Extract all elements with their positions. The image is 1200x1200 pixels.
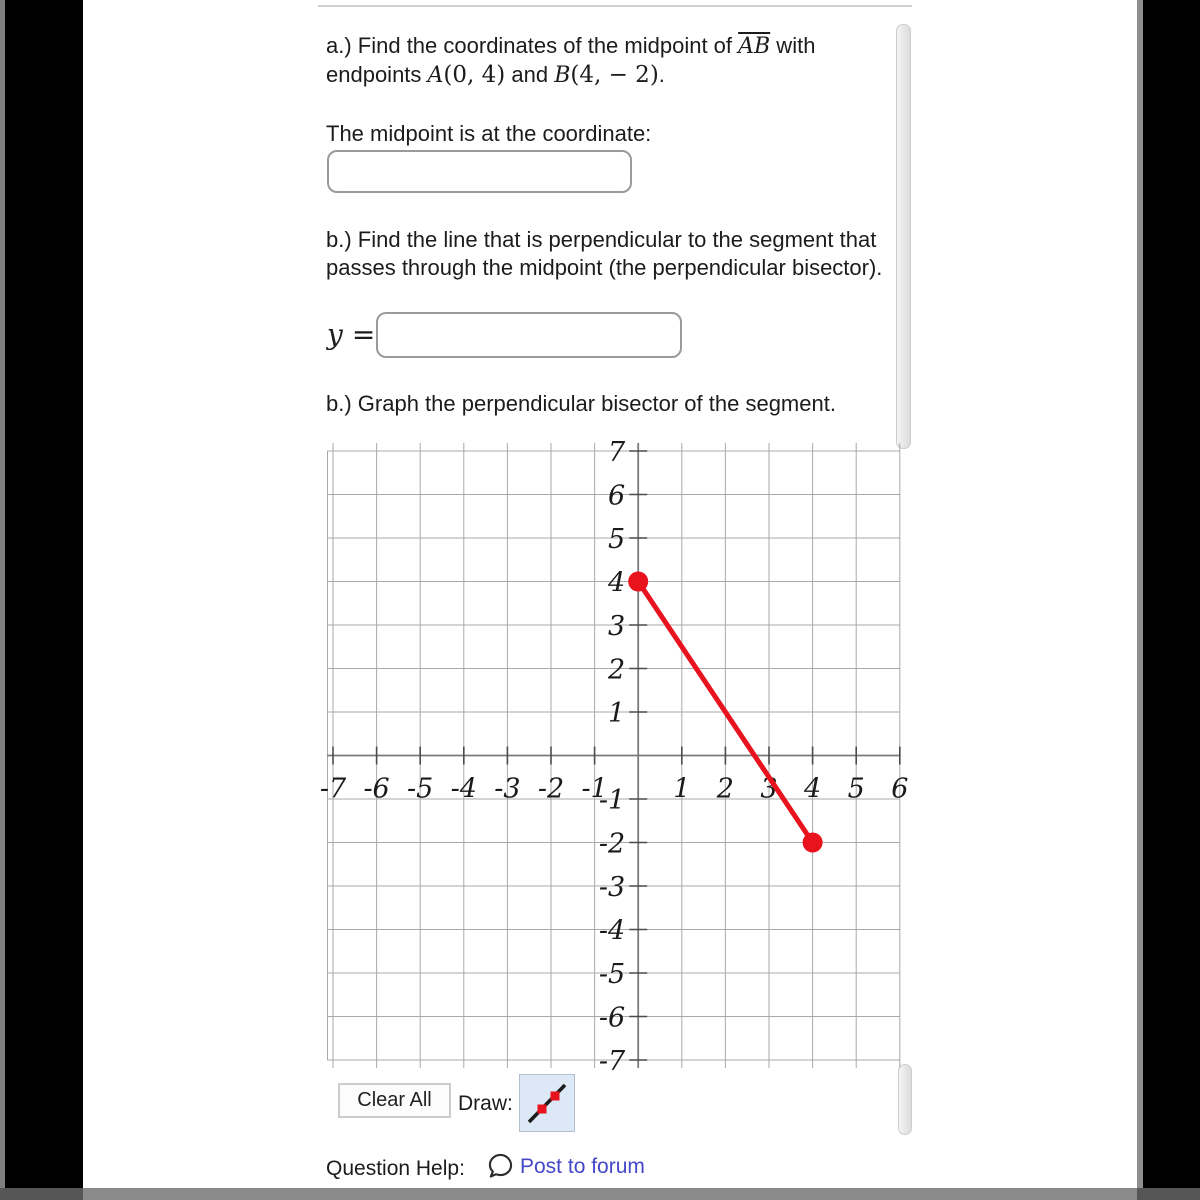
point-a-coords: (0, 4) [443,62,506,88]
x-tick-label: 5 [847,773,865,805]
y-tick-label: -4 [598,915,626,947]
line-tool-icon [520,1075,574,1131]
midpoint-answer-input[interactable] [327,150,632,193]
y-tick-label: 5 [608,524,626,555]
part-b-line1: b.) Find the line that is perpendicular to the segment that [326,227,877,252]
sentence-period: . [658,62,665,87]
part-a-line2-pre: endpoints [326,62,428,87]
pillarbox-right [1143,0,1200,1188]
post-to-forum-link[interactable]: Post to forum [520,1155,645,1178]
segment-endpoint[interactable] [628,572,648,592]
y-tick-label: -2 [598,828,626,860]
y-tick-label: -7 [598,1046,626,1077]
y-tick-label: -5 [598,959,626,990]
x-tick-label: -6 [363,773,390,805]
y-tick-label: 3 [608,611,626,642]
x-tick-label: 2 [716,773,734,805]
and-text: and [505,62,555,87]
y-tick-label: 7 [608,437,626,468]
question-part-a [326,32,815,90]
y-equals-label [327,318,375,351]
bottom-system-bar-right [1137,1188,1200,1200]
draw-label: Draw: [458,1092,513,1115]
point-b-var: B [554,63,571,88]
part-a-line2 [326,61,815,90]
y-tick-label: -6 [598,1002,626,1034]
y-tick-label: 1 [608,698,626,729]
x-tick-label: -5 [407,773,434,805]
point-a-var: A [427,63,444,88]
y-tick-label: 6 [608,480,626,512]
x-tick-label: 6 [891,773,909,805]
y-tick-label: 2 [608,654,626,686]
x-tick-label: -1 [581,773,608,805]
y-tick-label: -1 [598,785,626,816]
y-equation-input[interactable] [376,312,682,358]
equals-sign: = [351,318,376,351]
segment-endpoint[interactable] [803,833,823,853]
draw-line-tool-button[interactable] [519,1074,575,1132]
panel-scrollbar-upper[interactable] [896,24,911,449]
bottom-system-bar-left [0,1188,83,1200]
x-tick-label: -2 [537,773,565,805]
y-tick-label: -3 [598,872,626,903]
part-a-line1 [326,32,815,61]
x-tick-label: 3 [760,773,778,805]
x-tick-label: 1 [673,773,691,805]
point-b-coords: (4, − 2) [570,62,659,88]
y-tick-label: 4 [608,567,626,599]
x-tick-label: 4 [804,773,822,805]
question-top-divider [318,5,912,7]
coordinate-grid-canvas[interactable] [319,437,909,1077]
x-tick-label: -4 [450,773,477,805]
y-variable: y [327,318,343,351]
speech-bubble-icon [487,1152,514,1179]
part-b-line2: passes through the midpoint (the perpendicular bisector). [326,255,883,280]
pillarbox-left [5,0,83,1188]
part-a-line1-pre: a.) Find the coordinates of the midpoint of [326,33,739,58]
graph-svg[interactable] [319,437,909,1077]
part-a-line1-post: with [770,33,816,58]
midpoint-prompt: The midpoint is at the coordinate: [326,121,652,146]
question-part-b [326,226,882,282]
graph-prompt: b.) Graph the perpendicular bisector of the segment. [326,391,836,416]
x-tick-label: -7 [319,773,347,805]
question-help-label: Question Help: [326,1157,465,1180]
clear-all-button[interactable]: Clear All [338,1083,451,1118]
segment-ab-symbol: $\overline{AB}$ [738,34,771,59]
panel-scrollbar-lower[interactable] [898,1064,912,1135]
x-tick-label: -3 [494,773,521,805]
bottom-system-bar [0,1188,1200,1200]
